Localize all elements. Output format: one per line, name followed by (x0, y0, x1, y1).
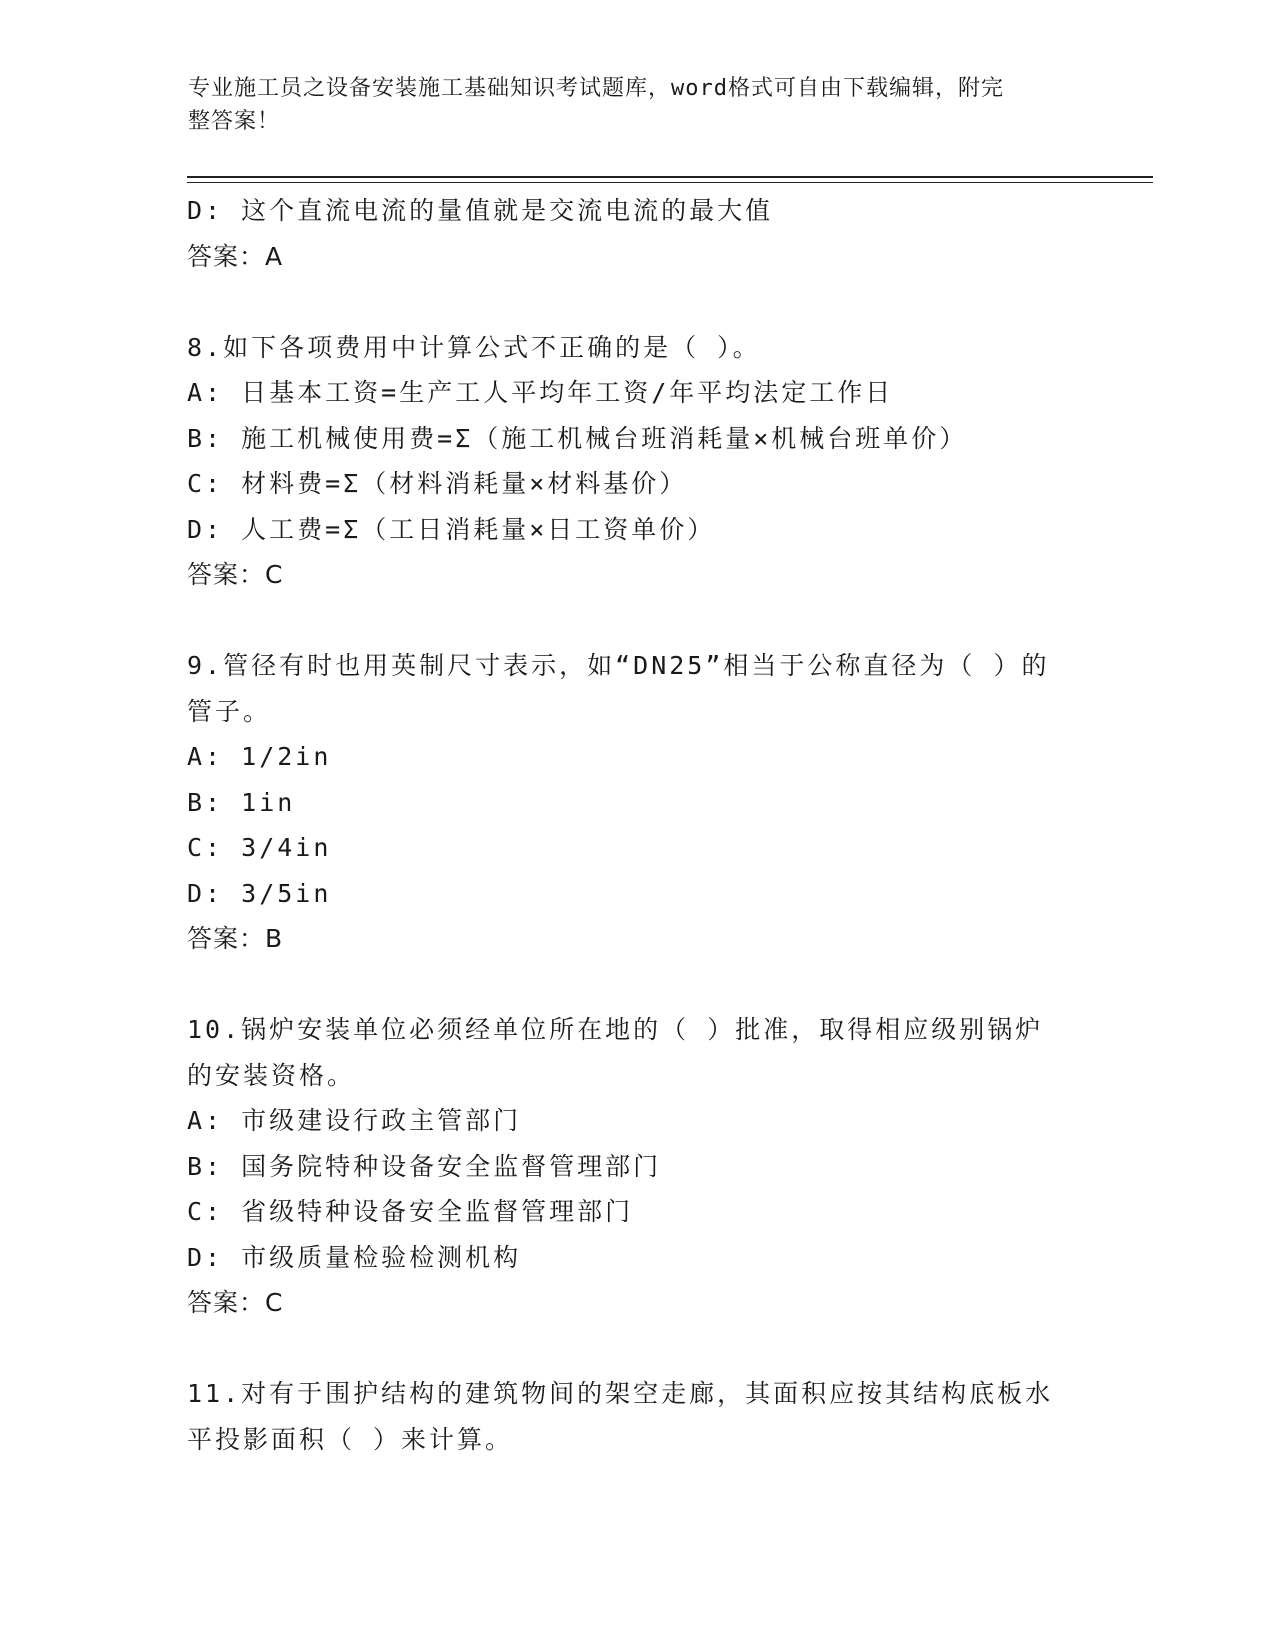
q9-answer: 答案：B (187, 924, 284, 953)
question-8 (187, 325, 1087, 598)
q10-option-c: C: 省级特种设备安全监督管理部门 (187, 1197, 634, 1226)
question-7-tail (187, 188, 1087, 279)
spacer (187, 1326, 1087, 1372)
q8-option-b: B: 施工机械使用费=Σ（施工机械台班消耗量×机械台班单价） (187, 423, 968, 453)
q7-option-d: D: 这个直流电流的量值就是交流电流的最大值 (187, 196, 774, 225)
header-line-2: 整答案！ (188, 109, 281, 134)
question-9 (187, 643, 1087, 962)
q10-answer: 答案：C (187, 1288, 284, 1317)
q9-option-b: B: 1in (187, 787, 296, 817)
q8-option-d: D: 人工费=Σ（工日消耗量×日工资单价） (187, 514, 716, 544)
q9-option-c: C: 3/4in (187, 833, 332, 862)
q9-stem-line-2: 管子。 (187, 696, 272, 726)
question-list (187, 188, 1087, 1462)
header-divider-thin (187, 182, 1153, 183)
q8-option-a: A: 日基本工资=生产工人平均年工资/年平均法定工作日 (187, 378, 894, 407)
header-line-1: 专业施工员之设备安装施工基础知识考试题库，word格式可自由下载编辑，附完 (188, 76, 1004, 101)
q11-stem-line-1: 11.对有于围护结构的建筑物间的架空走廊，其面积应按其结构底板水 (187, 1379, 1054, 1408)
q10-stem-line-2: 的安装资格。 (187, 1060, 356, 1090)
spacer (187, 279, 1087, 325)
document-header (188, 72, 1068, 138)
q10-option-b: B: 国务院特种设备安全监督管理部门 (187, 1151, 662, 1181)
q8-answer: 答案：C (187, 560, 284, 589)
spacer (187, 598, 1087, 644)
q8-stem: 8.如下各项费用中计算公式不正确的是（ ）。 (187, 332, 761, 362)
header-divider-thick (187, 176, 1153, 178)
q7-answer: 答案：A (187, 241, 284, 271)
question-10 (187, 1007, 1087, 1326)
q10-option-a: A: 市级建设行政主管部门 (187, 1106, 522, 1135)
q10-stem-line-1: 10.锅炉安装单位必须经单位所在地的（ ）批准，取得相应级别锅炉 (187, 1015, 1044, 1044)
question-11 (187, 1371, 1087, 1462)
q8-option-c: C: 材料费=Σ（材料消耗量×材料基价） (187, 469, 688, 498)
q9-option-a: A: 1/2in (187, 742, 332, 771)
spacer (187, 962, 1087, 1008)
q11-stem-line-2: 平投影面积（ ）来计算。 (187, 1424, 514, 1454)
q10-option-d: D: 市级质量检验检测机构 (187, 1242, 522, 1272)
q9-stem-line-1: 9.管径有时也用英制尺寸表示，如“DN25”相当于公称直径为（ ）的 (187, 651, 1050, 680)
q9-option-d: D: 3/5in (187, 878, 332, 908)
